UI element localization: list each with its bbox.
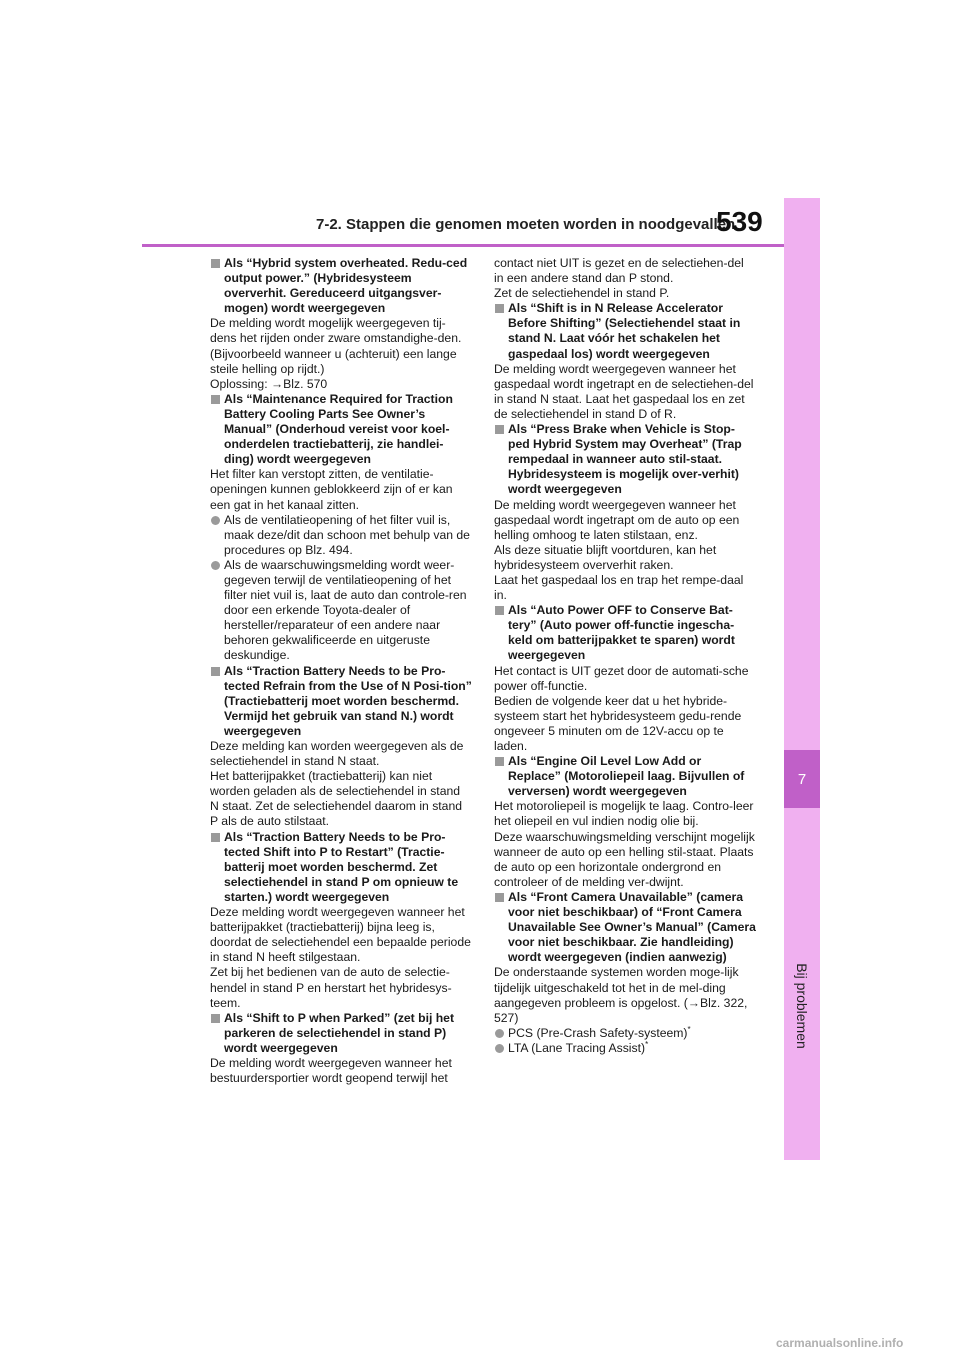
bullet-item: [494, 1041, 756, 1056]
section-heading: [210, 830, 472, 905]
body-paragraph: [210, 316, 472, 376]
right-column: [494, 256, 756, 1056]
square-bullet-icon: [495, 606, 504, 615]
paragraph-text: Oplossing: →Blz. 570: [210, 376, 328, 391]
body-paragraph: [494, 573, 756, 603]
bullet-item: [210, 558, 472, 664]
square-bullet-icon: [495, 757, 504, 766]
chapter-side-tab: [784, 198, 820, 1160]
bullet-item: [494, 1026, 756, 1041]
paragraph-text: Deze melding kan worden weergegeven als de selectiehendel in stand N staat.: [210, 739, 464, 769]
bullet-text: LTA (Lane Tracing Assist): [508, 1040, 646, 1055]
section-heading: [494, 754, 756, 799]
page-number: 539: [716, 206, 763, 237]
bullet-item: [210, 513, 472, 558]
section-heading: [494, 890, 756, 965]
square-bullet-icon: [211, 833, 220, 842]
chapter-number-badge: 7: [784, 750, 820, 808]
circle-bullet-icon: [211, 561, 220, 570]
paragraph-text: De melding wordt weergegeven wanneer het gaspedaal wordt ingetrapt en de selectiehen-del in stand N staat. Laat het gaspedaal los en zet de selectiehendel in stand D of R.: [494, 361, 754, 421]
section-heading: [210, 392, 472, 467]
heading-text: Als “Press Brake when Vehicle is Stop-ped Hybrid System may Overheat” (Trap rempedaal in wanneer auto stil-staat. Hybridesysteem is mogelijk over-verhit) wordt weergegeven: [508, 422, 742, 497]
heading-text: Als “Shift to P when Parked” (zet bij het parkeren de selectiehendel in stand P) wordt weergegeven: [224, 1010, 455, 1055]
paragraph-text: Zet bij het bedienen van de auto de selectie-hendel in stand P en herstart het hybridesys-teem.: [210, 965, 452, 1010]
body-paragraph: [494, 694, 756, 754]
bullet-text: Als de ventilatieopening of het filter vuil is, maak deze/dit dan schoon met behulp van de procedures op Blz. 494.: [224, 512, 470, 557]
section-heading: [210, 256, 472, 316]
paragraph-text: Deze melding wordt weergegeven wanneer het batterijpakket (tractiebatterij) bijna leeg is, doordat de selectiehendel een bepaalde periode in stand N heeft stilgestaan.: [210, 905, 471, 965]
paragraph-text: De onderstaande systemen worden moge-lijk tijdelijk uitgeschakeld tot het in de mel-ding aangegeven probleem is opgelost. (→Blz. 322, 527): [494, 965, 748, 1025]
paragraph-text: Zet de selectiehendel in stand P.: [494, 286, 670, 301]
body-paragraph: [494, 498, 756, 543]
circle-bullet-icon: [211, 516, 220, 525]
body-paragraph: [494, 362, 756, 422]
heading-text: Als “Shift is in N Release Accelerator Before Shifting” (Selectiehendel staat in stand N. Laat vóór het schakelen het gaspedaal los) wordt weergegeven: [508, 301, 741, 361]
heading-text: Als “Maintenance Required for Traction Battery Cooling Parts See Owner’s Manual” (Onderhoud vereist voor koel-onderdelen tractiebatterij, zie handlei-ding) wordt weergegeven: [224, 391, 453, 467]
paragraph-text: contact niet UIT is gezet en de selectiehen-del in een andere stand dan P stond.: [494, 256, 744, 286]
square-bullet-icon: [495, 893, 504, 902]
chapter-title: Bij problemen: [794, 963, 810, 1049]
heading-text: Als “Hybrid system overheated. Redu-ced output power.” (Hybridesysteem oververhit. Gereduceerd uitgangsver-mogen) wordt weergegeven: [224, 256, 468, 316]
paragraph-text: Het batterijpakket (tractiebatterij) kan niet worden geladen als de selectiehendel in stand N staat. Zet de selectiehendel daarom in stand P als de auto stilstaat.: [210, 769, 463, 829]
paragraph-text: Het contact is UIT gezet door de automati-sche power off-functie.: [494, 663, 749, 693]
header-divider: [142, 244, 784, 247]
heading-text: Als “Engine Oil Level Low Add or Replace” (Motoroliepeil laag. Bijvullen of verversen) wordt weergegeven: [508, 754, 745, 799]
paragraph-text: Laat het gaspedaal los en trap het rempe-daal in.: [494, 572, 744, 603]
body-paragraph: [210, 1056, 472, 1086]
body-paragraph: [494, 543, 756, 573]
square-bullet-icon: [211, 259, 220, 268]
body-paragraph: [494, 664, 756, 694]
footnote-marker: *: [645, 1039, 649, 1049]
body-paragraph: [210, 467, 472, 512]
square-bullet-icon: [495, 425, 504, 434]
body-paragraph: [210, 769, 472, 829]
body-paragraph: [494, 799, 756, 829]
left-column: [210, 256, 472, 1086]
paragraph-text: Het filter kan verstopt zitten, de ventilatie-openingen kunnen geblokkeerd zijn of er kan een gat in het kanaal zitten.: [210, 467, 453, 512]
bullet-text: PCS (Pre-Crash Safety-systeem): [508, 1025, 688, 1040]
body-paragraph: [494, 830, 756, 890]
section-header-title: 7-2. Stappen die genomen moeten worden in noodgevallen: [316, 216, 736, 233]
heading-text: Als “Front Camera Unavailable” (camera voor niet beschikbaar) of “Front Camera Unavailable See Owner’s Manual” (Camera voor niet beschikbaar. Zie handleiding) wordt weergegeven (indien aanwezig): [508, 889, 756, 965]
heading-text: Als “Traction Battery Needs to be Pro-tected Shift into P to Restart” (Tractie-batterij moet worden beschermd. Zet selectiehendel in stand P om opnieuw te starten.) wordt weergegeven: [224, 829, 459, 904]
footnote-marker: *: [687, 1024, 691, 1034]
section-heading: [494, 422, 756, 497]
circle-bullet-icon: [495, 1044, 504, 1053]
body-paragraph: [210, 377, 472, 392]
square-bullet-icon: [211, 395, 220, 404]
body-paragraph: [210, 965, 472, 1010]
body-paragraph: [210, 739, 472, 769]
square-bullet-icon: [211, 1014, 220, 1023]
section-heading: [494, 301, 756, 361]
paragraph-text: De melding wordt mogelijk weergegeven tij-dens het rijden onder zware omstandighe-den. (Bijvoorbeeld wanneer u (achteruit) een lange steile helling op rijdt.): [210, 316, 462, 376]
paragraph-text: De melding wordt weergegeven wanneer het gaspedaal wordt ingetrapt om de auto op een helling omhoog te laten stilstaan, enz.: [494, 497, 740, 542]
square-bullet-icon: [211, 667, 220, 676]
paragraph-text: Deze waarschuwingsmelding verschijnt mogelijk wanneer de auto op een helling stil-staat. Plaats de auto op een horizontale ondergrond en controleer of de melding ver-dwijnt.: [494, 829, 755, 889]
body-paragraph: [494, 256, 756, 286]
paragraph-text: Als deze situatie blijft voortduren, kan het hybridesysteem oververhit raken.: [494, 542, 717, 572]
paragraph-text: De melding wordt weergegeven wanneer het bestuurdersportier wordt geopend terwijl het: [210, 1055, 452, 1086]
section-heading: [210, 664, 472, 739]
body-paragraph: [494, 286, 756, 301]
circle-bullet-icon: [495, 1029, 504, 1038]
bullet-text: Als de waarschuwingsmelding wordt weer-gegeven terwijl de ventilatieopening of het filter niet vuil is, laat de auto dan controle-ren door een erkende Toyota-dealer of hersteller/reparateur of een andere naar behoren gekwalificeerde en uitgeruste deskundige.: [224, 557, 467, 663]
watermark: carmanualsonline.info: [776, 1336, 904, 1350]
heading-text: Als “Auto Power OFF to Conserve Bat-tery” (Auto power off-functie ingescha-keld om batterijpakket te sparen) wordt weergegeven: [508, 603, 735, 663]
paragraph-text: Bedien de volgende keer dat u het hybride-systeem start het hybridesysteem gedu-rende ongeveer 5 minuten om de 12V-accu op te laden.: [494, 693, 742, 753]
body-paragraph: [494, 965, 756, 1025]
section-heading: [210, 1011, 472, 1056]
paragraph-text: Het motoroliepeil is mogelijk te laag. Contro-leer het oliepeil en vul indien nodig olie bij.: [494, 799, 754, 829]
heading-text: Als “Traction Battery Needs to be Pro-tected Refrain from the Use of N Posi-tion” (Tractiebatterij moet worden beschermd. Vermijd het gebruik van stand N.) wordt weergegeven: [224, 663, 472, 738]
body-paragraph: [210, 905, 472, 965]
section-heading: [494, 603, 756, 663]
square-bullet-icon: [495, 304, 504, 313]
